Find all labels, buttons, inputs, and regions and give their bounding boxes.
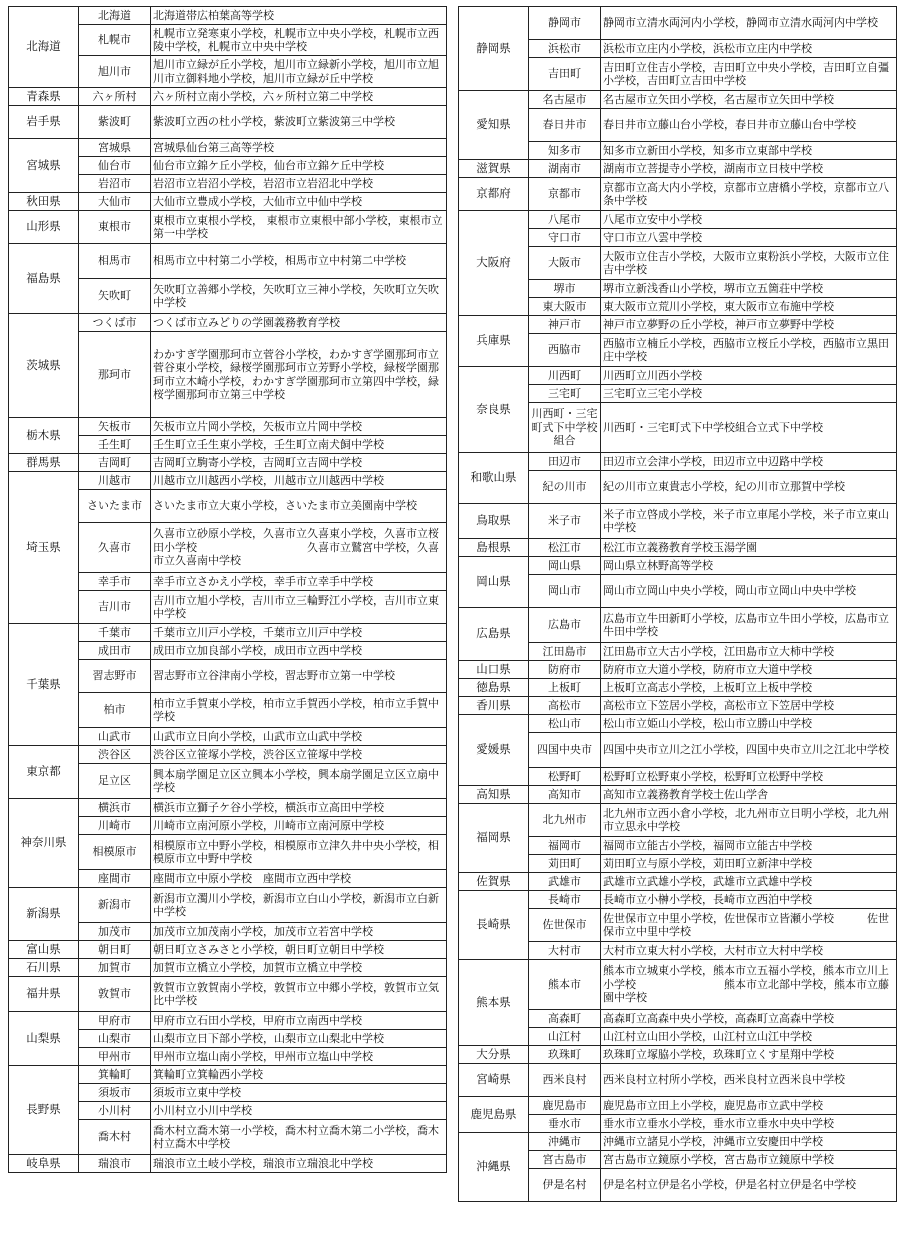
municipality-cell: 大阪市 <box>529 247 601 280</box>
table-row <box>459 1046 897 1064</box>
municipality-cell: 高松市 <box>529 697 601 715</box>
municipality-cell: 矢吹町 <box>79 279 151 314</box>
schools-cell: 加賀市立橋立小学校，加賀市立橋立中学校 <box>151 959 447 977</box>
schools-cell: 川西町・三宅町式下中学校組合立式下中学校 <box>601 403 897 453</box>
schools-cell: 防府市立大道小学校，防府市立大道中学校 <box>601 661 897 679</box>
schools-cell: 松野町立松野東小学校，松野町立松野中学校 <box>601 768 897 786</box>
schools-cell: 紀の川市立東貴志小学校，紀の川市立那賀中学校 <box>601 471 897 504</box>
table-row <box>9 1155 447 1173</box>
table-row <box>9 193 447 211</box>
prefecture-cell: 長崎県 <box>459 891 529 960</box>
municipality-cell: 名古屋市 <box>529 91 601 109</box>
municipality-cell: 江田島市 <box>529 643 601 661</box>
schools-cell: 仙台市立錦ケ丘小学校，仙台市立錦ケ丘中学校 <box>151 157 447 175</box>
municipality-cell: 加賀市 <box>79 959 151 977</box>
municipality-cell: 旭川市 <box>79 56 151 88</box>
municipality-cell: 沖縄市 <box>529 1133 601 1151</box>
schools-cell: 山江村立山田小学校，山江村立山江中学校 <box>601 1028 897 1046</box>
municipality-cell: 鹿児島市 <box>529 1097 601 1115</box>
municipality-cell: 壬生町 <box>79 436 151 454</box>
municipality-cell: 静岡市 <box>529 7 601 40</box>
schools-cell: 渋谷区立笹塚小学校，渋谷区立笹塚中学校 <box>151 746 447 764</box>
table-row <box>9 1066 447 1084</box>
municipality-cell: 喬木村 <box>79 1120 151 1155</box>
schools-cell: 川崎市立南河原小学校，川崎市立南河原中学校 <box>151 817 447 835</box>
table-row <box>459 804 897 837</box>
municipality-cell: 春日井市 <box>529 109 601 142</box>
municipality-cell: 川崎市 <box>79 817 151 835</box>
municipality-cell: 甲府市 <box>79 1012 151 1030</box>
prefecture-cell: 奈良県 <box>459 367 529 453</box>
prefecture-cell: 埼玉県 <box>9 472 79 624</box>
municipality-cell: 高知市 <box>529 786 601 804</box>
prefecture-cell: 長野県 <box>9 1066 79 1155</box>
prefecture-cell: 茨城県 <box>9 314 79 418</box>
municipality-cell: 松野町 <box>529 768 601 786</box>
municipality-cell: 防府市 <box>529 661 601 679</box>
municipality-cell: 渋谷区 <box>79 746 151 764</box>
municipality-cell: 長崎市 <box>529 891 601 909</box>
schools-cell: 吉田町立住吉小学校，吉田町立中央小学校，吉田町立自彊小学校，吉田町立吉田中学校 <box>601 58 897 91</box>
municipality-cell: 敦賀市 <box>79 977 151 1012</box>
schools-cell: 加茂市立加茂南小学校，加茂市立若宮中学校 <box>151 923 447 941</box>
schools-cell: 横浜市立獅子ケ谷小学校，横浜市立高田中学校 <box>151 799 447 817</box>
prefecture-cell: 千葉県 <box>9 624 79 746</box>
prefecture-cell: 滋賀県 <box>459 160 529 178</box>
prefecture-cell: 愛知県 <box>459 91 529 160</box>
schools-cell: 壬生町立壬生東小学校，壬生町立南犬飼中学校 <box>151 436 447 454</box>
table-row <box>459 960 897 1010</box>
prefecture-cell: 神奈川県 <box>9 799 79 888</box>
prefecture-cell: 大分県 <box>459 1046 529 1064</box>
prefecture-cell: 福井県 <box>9 977 79 1012</box>
prefecture-cell: 大阪府 <box>459 211 529 316</box>
schools-cell: 京都市立高大内小学校，京都市立唐橋小学校，京都市立八条中学校 <box>601 178 897 211</box>
table-row <box>9 959 447 977</box>
municipality-cell: 岡山市 <box>529 575 601 608</box>
schools-cell: 松江市立義務教育学校玉湯学園 <box>601 539 897 557</box>
left-column <box>8 6 446 1173</box>
schools-cell: 高知市立義務教育学校土佐山学舎 <box>601 786 897 804</box>
schools-cell: 箕輪町立箕輪西小学校 <box>151 1066 447 1084</box>
table-row <box>459 178 897 211</box>
schools-cell: 広島市立牛田新町小学校，広島市立牛田小学校，広島市立牛田中学校 <box>601 608 897 643</box>
schools-cell: 成田市立加良部小学校，成田市立西中学校 <box>151 642 447 660</box>
schools-cell: 苅田町立与原小学校，苅田町立新津中学校 <box>601 855 897 873</box>
table-row <box>459 679 897 697</box>
municipality-cell: 守口市 <box>529 229 601 247</box>
municipality-cell: 足立区 <box>79 764 151 799</box>
schools-cell: 柏市立手賀東小学校，柏市立手賀西小学校，柏市立手賀中学校 <box>151 693 447 728</box>
schools-cell: 神戸市立夢野の丘小学校，神戸市立夢野中学校 <box>601 316 897 334</box>
municipality-cell: 北海道 <box>79 7 151 25</box>
table-row <box>459 873 897 891</box>
school-table-right <box>458 6 897 1202</box>
municipality-cell: 幸手市 <box>79 573 151 591</box>
municipality-cell: 京都市 <box>529 178 601 211</box>
schools-cell: 矢板市立片岡小学校，矢板市立片岡中学校 <box>151 418 447 436</box>
prefecture-cell: 宮城県 <box>9 139 79 193</box>
prefecture-cell: 石川県 <box>9 959 79 977</box>
schools-cell: 福岡市立能古小学校，福岡市立能古中学校 <box>601 837 897 855</box>
municipality-cell: 四国中央市 <box>529 733 601 768</box>
table-row <box>9 624 447 642</box>
municipality-cell: つくば市 <box>79 314 151 332</box>
schools-cell: 幸手市立さかえ小学校，幸手市立幸手中学校 <box>151 573 447 591</box>
table-row <box>9 799 447 817</box>
schools-cell: 西米良村立村所小学校，西米良村立西米良中学校 <box>601 1064 897 1097</box>
schools-cell: 岡山県立林野高等学校 <box>601 557 897 575</box>
schools-cell: 上板町立高志小学校，上板町立上板中学校 <box>601 679 897 697</box>
schools-cell: 大仙市立豊成小学校，大仙市立中仙中学校 <box>151 193 447 211</box>
prefecture-cell: 岐阜県 <box>9 1155 79 1173</box>
schools-cell: 朝日町立さみさと小学校，朝日町立朝日中学校 <box>151 941 447 959</box>
municipality-cell: 米子市 <box>529 504 601 539</box>
municipality-cell: 仙台市 <box>79 157 151 175</box>
municipality-cell: 久喜市 <box>79 523 151 573</box>
schools-cell: 武雄市立武雄小学校，武雄市立武雄中学校 <box>601 873 897 891</box>
prefecture-cell: 福岡県 <box>459 804 529 873</box>
table-row <box>9 1012 447 1030</box>
schools-cell: 新潟市立濁川小学校，新潟市立白山小学校，新潟市立白新中学校 <box>151 888 447 923</box>
prefecture-cell: 宮崎県 <box>459 1064 529 1097</box>
prefecture-cell: 岡山県 <box>459 557 529 608</box>
prefecture-cell: 京都府 <box>459 178 529 211</box>
schools-cell: 長崎市立小榊小学校，長崎市立西泊中学校 <box>601 891 897 909</box>
table-row <box>459 1064 897 1097</box>
prefecture-cell: 山梨県 <box>9 1012 79 1066</box>
prefecture-cell: 東京都 <box>9 746 79 799</box>
schools-cell: 小川村立小川中学校 <box>151 1102 447 1120</box>
municipality-cell: 千葉市 <box>79 624 151 642</box>
schools-cell: さいたま市立大東小学校，さいたま市立美園南中学校 <box>151 490 447 523</box>
table-row <box>9 244 447 279</box>
municipality-cell: 山武市 <box>79 728 151 746</box>
municipality-cell: 宮城県 <box>79 139 151 157</box>
schools-cell: 相馬市立中村第二小学校，相馬市立中村第二中学校 <box>151 244 447 279</box>
municipality-cell: 横浜市 <box>79 799 151 817</box>
schools-cell: 高松市立下笠居小学校，高松市立下笠居中学校 <box>601 697 897 715</box>
table-row <box>459 608 897 643</box>
prefecture-cell: 山形県 <box>9 211 79 244</box>
schools-cell: 四国中央市立川之江小学校，四国中央市立川之江北中学校 <box>601 733 897 768</box>
municipality-cell: さいたま市 <box>79 490 151 523</box>
schools-cell: 名古屋市立矢田小学校，名古屋市立矢田中学校 <box>601 91 897 109</box>
municipality-cell: 紫波町 <box>79 106 151 139</box>
municipality-cell: 広島市 <box>529 608 601 643</box>
municipality-cell: 知多市 <box>529 142 601 160</box>
schools-cell: 川西町立川西小学校 <box>601 367 897 385</box>
schools-cell: 矢吹町立善郷小学校，矢吹町立三神小学校，矢吹町立矢吹中学校 <box>151 279 447 314</box>
prefecture-cell: 和歌山県 <box>459 453 529 504</box>
prefecture-cell: 佐賀県 <box>459 873 529 891</box>
municipality-cell: 北九州市 <box>529 804 601 837</box>
schools-cell: 座間市立中原小学校 座間市立西中学校 <box>151 870 447 888</box>
table-row <box>459 91 897 109</box>
schools-cell: 喬木村立喬木第一小学校，喬木村立喬木第二小学校，喬木村立喬木中学校 <box>151 1120 447 1155</box>
schools-cell: 山梨市立日下部小学校，山梨市立山梨北中学校 <box>151 1030 447 1048</box>
municipality-cell: 大村市 <box>529 942 601 960</box>
schools-cell: 六ヶ所村立南小学校，六ヶ所村立第二中学校 <box>151 88 447 106</box>
prefecture-cell: 秋田県 <box>9 193 79 211</box>
schools-cell: つくば市立みどりの学園義務教育学校 <box>151 314 447 332</box>
schools-cell: 吉岡町立駒寄小学校，吉岡町立吉岡中学校 <box>151 454 447 472</box>
schools-cell: 東根市立東根小学校， 東根市立東根中部小学校，東根市立第一中学校 <box>151 211 447 244</box>
municipality-cell: 岡山県 <box>529 557 601 575</box>
prefecture-cell: 群馬県 <box>9 454 79 472</box>
schools-cell: 米子市立啓成小学校，米子市立車尾小学校，米子市立東山中学校 <box>601 504 897 539</box>
schools-cell: 春日井市立藤山台小学校，春日井市立藤山台中学校 <box>601 109 897 142</box>
municipality-cell: 山梨市 <box>79 1030 151 1048</box>
municipality-cell: 福岡市 <box>529 837 601 855</box>
schools-cell: 大村市立東大村小学校，大村市立大村中学校 <box>601 942 897 960</box>
schools-cell: 宮城県仙台第三高等学校 <box>151 139 447 157</box>
schools-cell: 旭川市立緑が丘小学校，旭川市立緑新小学校，旭川市立旭川市立御料地小学校，旭川市立緑が丘中学校 <box>151 56 447 88</box>
municipality-cell: 加茂市 <box>79 923 151 941</box>
schools-cell: 伊是名村立伊是名小学校，伊是名村立伊是名中学校 <box>601 1169 897 1202</box>
municipality-cell: 八尾市 <box>529 211 601 229</box>
table-row <box>9 746 447 764</box>
municipality-cell: 朝日町 <box>79 941 151 959</box>
municipality-cell: 吉田町 <box>529 58 601 91</box>
schools-cell: 大阪市立住吉小学校，大阪市立東粉浜小学校，大阪市立住吉中学校 <box>601 247 897 280</box>
prefecture-cell: 岩手県 <box>9 106 79 139</box>
table-row <box>459 504 897 539</box>
municipality-cell: 習志野市 <box>79 660 151 693</box>
schools-cell: 守口市立八雲中学校 <box>601 229 897 247</box>
municipality-cell: 堺市 <box>529 280 601 298</box>
municipality-cell: 上板町 <box>529 679 601 697</box>
prefecture-cell: 香川県 <box>459 697 529 715</box>
schools-cell: 須坂市立東中学校 <box>151 1084 447 1102</box>
prefecture-cell: 兵庫県 <box>459 316 529 367</box>
municipality-cell: 山江村 <box>529 1028 601 1046</box>
municipality-cell: 小川村 <box>79 1102 151 1120</box>
schools-cell: 湖南市立菩提寺小学校，湖南市立日枝中学校 <box>601 160 897 178</box>
table-row <box>9 941 447 959</box>
municipality-cell: 伊是名村 <box>529 1169 601 1202</box>
schools-cell: 松山市立姫山小学校，松山市立勝山中学校 <box>601 715 897 733</box>
schools-cell: 敦賀市立敦賀南小学校，敦賀市立中郷小学校，敦賀市立気比中学校 <box>151 977 447 1012</box>
schools-cell: 熊本市立城東小学校，熊本市立五福小学校，熊本市立川上小学校 熊本市立北部中学校，熊本市立藤園中学校 <box>601 960 897 1010</box>
table-row <box>9 139 447 157</box>
schools-cell: 吉川市立旭小学校，吉川市立三輪野江小学校，吉川市立東中学校 <box>151 591 447 624</box>
schools-cell: 川越市立川越西小学校，川越市立川越西中学校 <box>151 472 447 490</box>
municipality-cell: 西脇市 <box>529 334 601 367</box>
prefecture-cell: 青森県 <box>9 88 79 106</box>
municipality-cell: 田辺市 <box>529 453 601 471</box>
schools-cell: 甲府市立石田小学校，甲府市立南西中学校 <box>151 1012 447 1030</box>
prefecture-cell: 新潟県 <box>9 888 79 941</box>
table-row <box>459 661 897 679</box>
right-column <box>458 6 896 1202</box>
schools-cell: 垂水市立垂水小学校，垂水市立垂水中央中学校 <box>601 1115 897 1133</box>
schools-cell: 北海道帯広柏葉高等学校 <box>151 7 447 25</box>
municipality-cell: 成田市 <box>79 642 151 660</box>
schools-cell: 鹿児島市立田上小学校，鹿児島市立武中学校 <box>601 1097 897 1115</box>
schools-cell: 宮古島市立鏡原小学校，宮古島市立鏡原中学校 <box>601 1151 897 1169</box>
table-row <box>9 472 447 490</box>
prefecture-cell: 栃木県 <box>9 418 79 454</box>
municipality-cell: 紀の川市 <box>529 471 601 504</box>
schools-cell: 高森町立高森中央小学校，高森町立高森中学校 <box>601 1010 897 1028</box>
prefecture-cell: 福島県 <box>9 244 79 314</box>
prefecture-cell: 島根県 <box>459 539 529 557</box>
schools-cell: 興本扇学園足立区立興本小学校，興本扇学園足立区立扇中学校 <box>151 764 447 799</box>
school-table-left <box>8 6 447 1173</box>
schools-cell: 札幌市立発寒東小学校，札幌市立中央小学校，札幌市立西陵中学校，札幌市立中央中学校 <box>151 25 447 56</box>
municipality-cell: 西米良村 <box>529 1064 601 1097</box>
prefecture-cell: 広島県 <box>459 608 529 661</box>
table-row <box>9 454 447 472</box>
municipality-cell: 湖南市 <box>529 160 601 178</box>
table-row <box>9 88 447 106</box>
schools-cell: 甲州市立塩山南小学校，甲州市立塩山中学校 <box>151 1048 447 1066</box>
table-row <box>9 888 447 923</box>
schools-cell: 岩沼市立岩沼小学校，岩沼市立岩沼北中学校 <box>151 175 447 193</box>
schools-cell: 静岡市立清水両河内小学校，静岡市立清水両河内中学校 <box>601 7 897 40</box>
municipality-cell: 東根市 <box>79 211 151 244</box>
schools-cell: 習志野市立谷津南小学校，習志野市立第一中学校 <box>151 660 447 693</box>
schools-cell: 久喜市立砂原小学校，久喜市立久喜東小学校，久喜市立桜田小学校 久喜市立鷲宮中学校，久喜市立久喜南中学校 <box>151 523 447 573</box>
table-row <box>459 316 897 334</box>
prefecture-cell: 山口県 <box>459 661 529 679</box>
municipality-cell: 那珂市 <box>79 332 151 418</box>
schools-cell: 田辺市立会津小学校，田辺市立中辺路中学校 <box>601 453 897 471</box>
schools-cell: 玖珠町立塚脇小学校，玖珠町立くす星翔中学校 <box>601 1046 897 1064</box>
municipality-cell: 甲州市 <box>79 1048 151 1066</box>
prefecture-cell: 北海道 <box>9 7 79 88</box>
table-row <box>9 106 447 139</box>
municipality-cell: 須坂市 <box>79 1084 151 1102</box>
schools-cell: 堺市立新浅香山小学校，堺市立五箇荘中学校 <box>601 280 897 298</box>
municipality-cell: 熊本市 <box>529 960 601 1010</box>
prefecture-cell: 沖縄県 <box>459 1133 529 1202</box>
municipality-cell: 宮古島市 <box>529 1151 601 1169</box>
municipality-cell: 玖珠町 <box>529 1046 601 1064</box>
schools-cell: 江田島市立大古小学校，江田島市立大柿中学校 <box>601 643 897 661</box>
table-row <box>459 891 897 909</box>
municipality-cell: 武雄市 <box>529 873 601 891</box>
table-row <box>9 418 447 436</box>
prefecture-cell: 鹿児島県 <box>459 1097 529 1133</box>
table-row <box>459 160 897 178</box>
prefecture-cell: 富山県 <box>9 941 79 959</box>
schools-cell: 瑞浪市立土岐小学校，瑞浪市立瑞浪北中学校 <box>151 1155 447 1173</box>
municipality-cell: 東大阪市 <box>529 298 601 316</box>
prefecture-cell: 熊本県 <box>459 960 529 1046</box>
municipality-cell: 松山市 <box>529 715 601 733</box>
schools-cell: 三宅町立三宅小学校 <box>601 385 897 403</box>
table-row <box>459 715 897 733</box>
municipality-cell: 川西町・三宅町式下中学校組合 <box>529 403 601 453</box>
municipality-cell: 垂水市 <box>529 1115 601 1133</box>
prefecture-cell: 静岡県 <box>459 7 529 91</box>
schools-cell: 浜松市立庄内小学校，浜松市立庄内中学校 <box>601 40 897 58</box>
table-row <box>9 7 447 25</box>
table-row <box>459 786 897 804</box>
table-row <box>459 1133 897 1151</box>
schools-cell: 北九州市立西小倉小学校，北九州市立日明小学校，北九州市立思永中学校 <box>601 804 897 837</box>
municipality-cell: 川西町 <box>529 367 601 385</box>
table-row <box>459 7 897 40</box>
schools-cell: 相模原市立中野小学校，相模原市立津久井中央小学校，相模原市立中野中学校 <box>151 835 447 870</box>
municipality-cell: 苅田町 <box>529 855 601 873</box>
municipality-cell: 大仙市 <box>79 193 151 211</box>
table-row <box>9 211 447 244</box>
municipality-cell: 松江市 <box>529 539 601 557</box>
schools-cell: 東大阪市立荒川小学校，東大阪市立布施中学校 <box>601 298 897 316</box>
municipality-cell: 瑞浪市 <box>79 1155 151 1173</box>
municipality-cell: 新潟市 <box>79 888 151 923</box>
municipality-cell: 神戸市 <box>529 316 601 334</box>
municipality-cell: 相模原市 <box>79 835 151 870</box>
table-row <box>459 367 897 385</box>
table-row <box>459 1097 897 1115</box>
municipality-cell: 座間市 <box>79 870 151 888</box>
municipality-cell: 浜松市 <box>529 40 601 58</box>
municipality-cell: 吉川市 <box>79 591 151 624</box>
municipality-cell: 三宅町 <box>529 385 601 403</box>
municipality-cell: 柏市 <box>79 693 151 728</box>
schools-cell: 沖縄市立諸見小学校，沖縄市立安慶田中学校 <box>601 1133 897 1151</box>
schools-cell: 山武市立日向小学校，山武市立山武中学校 <box>151 728 447 746</box>
schools-cell: わかすぎ学園那珂市立菅谷小学校，わかすぎ学園那珂市立菅谷東小学校，緑桜学園那珂市立芳野小学校，緑桜学園那珂市立木崎小学校，わかすぎ学園那珂市立第四中学校，緑桜学園那珂市立第三中学校 <box>151 332 447 418</box>
prefecture-cell: 鳥取県 <box>459 504 529 539</box>
table-row <box>459 539 897 557</box>
municipality-cell: 六ヶ所村 <box>79 88 151 106</box>
prefecture-cell: 徳島県 <box>459 679 529 697</box>
municipality-cell: 相馬市 <box>79 244 151 279</box>
municipality-cell: 吉岡町 <box>79 454 151 472</box>
table-row <box>9 314 447 332</box>
schools-cell: 岡山市立岡山中央小学校，岡山市立岡山中央中学校 <box>601 575 897 608</box>
prefecture-cell: 高知県 <box>459 786 529 804</box>
schools-cell: 紫波町立西の杜小学校，紫波町立紫波第三中学校 <box>151 106 447 139</box>
municipality-cell: 岩沼市 <box>79 175 151 193</box>
municipality-cell: 川越市 <box>79 472 151 490</box>
table-row <box>9 977 447 1012</box>
municipality-cell: 札幌市 <box>79 25 151 56</box>
municipality-cell: 矢板市 <box>79 418 151 436</box>
municipality-cell: 佐世保市 <box>529 909 601 942</box>
municipality-cell: 箕輪町 <box>79 1066 151 1084</box>
schools-cell: 知多市立新田小学校，知多市立東部中学校 <box>601 142 897 160</box>
prefecture-cell: 愛媛県 <box>459 715 529 786</box>
table-row <box>459 557 897 575</box>
schools-cell: 千葉市立川戸小学校，千葉市立川戸中学校 <box>151 624 447 642</box>
table-row <box>459 211 897 229</box>
schools-cell: 佐世保市立中里小学校，佐世保市立皆瀬小学校 佐世保市立中里中学校 <box>601 909 897 942</box>
schools-cell: 八尾市立安中小学校 <box>601 211 897 229</box>
municipality-cell: 高森町 <box>529 1010 601 1028</box>
table-row <box>459 453 897 471</box>
table-row <box>459 697 897 715</box>
schools-cell: 西脇市立楠丘小学校，西脇市立桜丘小学校，西脇市立黒田庄中学校 <box>601 334 897 367</box>
